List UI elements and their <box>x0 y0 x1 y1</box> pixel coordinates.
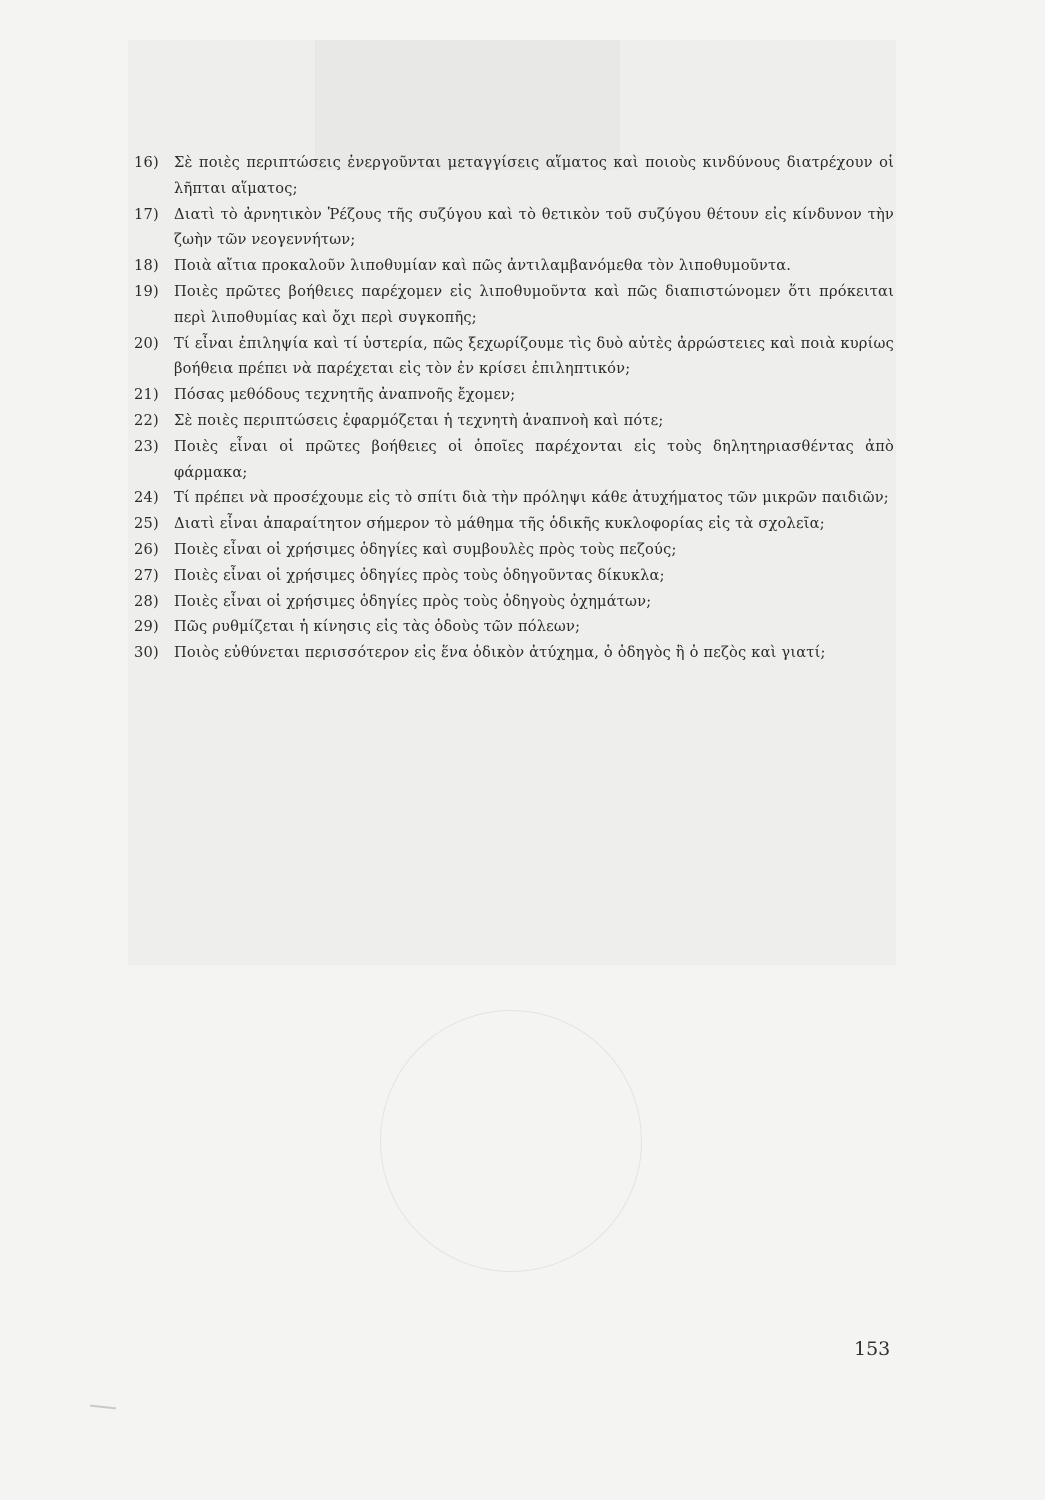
margin-mark <box>90 1405 116 1410</box>
question-number: 22) <box>134 411 159 429</box>
question-text: Ποιὲς εἶναι οἱ χρήσιμες ὁδηγίες καὶ συμβουλὲς πρὸς τοὺς πεζούς; <box>174 540 677 558</box>
question-item <box>134 279 894 331</box>
question-number: 24) <box>134 489 159 507</box>
question-item <box>134 589 894 615</box>
question-text: Διατὶ τὸ ἀρνητικὸν Ῥέζους τῆς συζύγου καὶ τὸ θετικὸν τοῦ συζύγου θέτουν εἰς κίνδυνον τὴν ζωὴν τῶν νεογεννήτων; <box>174 205 894 249</box>
question-item <box>134 640 894 666</box>
question-item <box>134 511 894 537</box>
question-number: 25) <box>134 515 159 533</box>
question-number: 26) <box>134 540 159 558</box>
question-text: Τί πρέπει νὰ προσέχουμε εἰς τὸ σπίτι διὰ τὴν πρόληψι κάθε ἀτυχήματος τῶν μικρῶν παιδιῶν; <box>174 489 889 507</box>
question-text: Ποιὲς εἶναι οἱ πρῶτες βοήθειες οἱ ὁποῖες παρέχονται εἰς τοὺς δηλητηριασθέντας ἀπὸ φάρμακα; <box>174 437 894 481</box>
question-text: Ποιὸς εὐθύνεται περισσότερον εἰς ἕνα ὁδικὸν ἀτύχημα, ὁ ὁδηγὸς ἢ ὁ πεζὸς καὶ γιατί; <box>174 644 826 662</box>
question-number: 20) <box>134 334 159 352</box>
question-number: 16) <box>134 154 159 171</box>
question-item <box>134 202 894 254</box>
question-item <box>134 614 894 640</box>
question-number: 23) <box>134 437 159 455</box>
question-item <box>134 150 894 202</box>
question-number: 21) <box>134 386 159 404</box>
question-number: 27) <box>134 566 159 584</box>
question-number: 29) <box>134 618 159 636</box>
page-number: 153 <box>854 1338 891 1360</box>
bleed-through-illustration <box>380 1010 642 1272</box>
question-text: Πόσας μεθόδους τεχνητῆς ἀναπνοῆς ἔχομεν; <box>174 386 516 404</box>
question-text: Ποιὲς πρῶτες βοήθειες παρέχομεν εἰς λιποθυμοῦντα καὶ πῶς διαπιστώνομεν ὅτι πρόκειται περὶ λιποθυμίας καὶ ὄχι περὶ συγκοπῆς; <box>174 282 894 326</box>
question-text: Πῶς ρυθμίζεται ἡ κίνησις εἰς τὰς ὁδοὺς τῶν πόλεων; <box>174 618 581 636</box>
question-item <box>134 485 894 511</box>
question-text: Σὲ ποιὲς περιπτώσεις ἐφαρμόζεται ἡ τεχνητὴ ἀναπνοὴ καὶ πότε; <box>174 411 664 429</box>
question-item <box>134 253 894 279</box>
question-item <box>134 331 894 383</box>
question-item <box>134 563 894 589</box>
question-text: Ποιὲς εἶναι οἱ χρήσιμες ὁδηγίες πρὸς τοὺς ὁδηγοὺς ὀχημάτων; <box>174 592 652 610</box>
question-text: Ποιὲς εἶναι οἱ χρήσιμες ὁδηγίες πρὸς τοὺς ὁδηγοῦντας δίκυκλα; <box>174 566 665 584</box>
question-item <box>134 537 894 563</box>
question-number: 28) <box>134 592 159 610</box>
question-item <box>134 434 894 486</box>
question-text: Διατὶ εἶναι ἀπαραίτητον σήμερον τὸ μάθημα τῆς ὁδικῆς κυκλοφορίας εἰς τὰ σχολεῖα; <box>174 515 825 533</box>
question-number: 17) <box>134 205 159 223</box>
question-item <box>134 382 894 408</box>
question-number: 30) <box>134 644 159 662</box>
question-number: 19) <box>134 282 159 300</box>
question-text: Ποιὰ αἴτια προκαλοῦν λιποθυμίαν καὶ πῶς ἀντιλαμβανόμεθα τὸν λιποθυμοῦντα. <box>174 257 792 275</box>
question-text: Τί εἶναι ἐπιληψία καὶ τί ὑστερία, πῶς ξεχωρίζουμε τὶς δυὸ αὐτὲς ἀρρώστειες καὶ ποιὰ κυρίως βοήθεια πρέπει νὰ παρέχεται εἰς τὸν ἐν κρίσει ἐπιληπτικόν; <box>174 334 894 378</box>
question-number: 18) <box>134 257 159 275</box>
question-item <box>134 408 894 434</box>
question-list <box>134 150 894 666</box>
question-text: Σὲ ποιὲς περιπτώσεις ἐνεργοῦνται μεταγγίσεις αἵματος καὶ ποιοὺς κινδύνους διατρέχουν οἱ λῆπται αἵματος; <box>174 154 894 197</box>
